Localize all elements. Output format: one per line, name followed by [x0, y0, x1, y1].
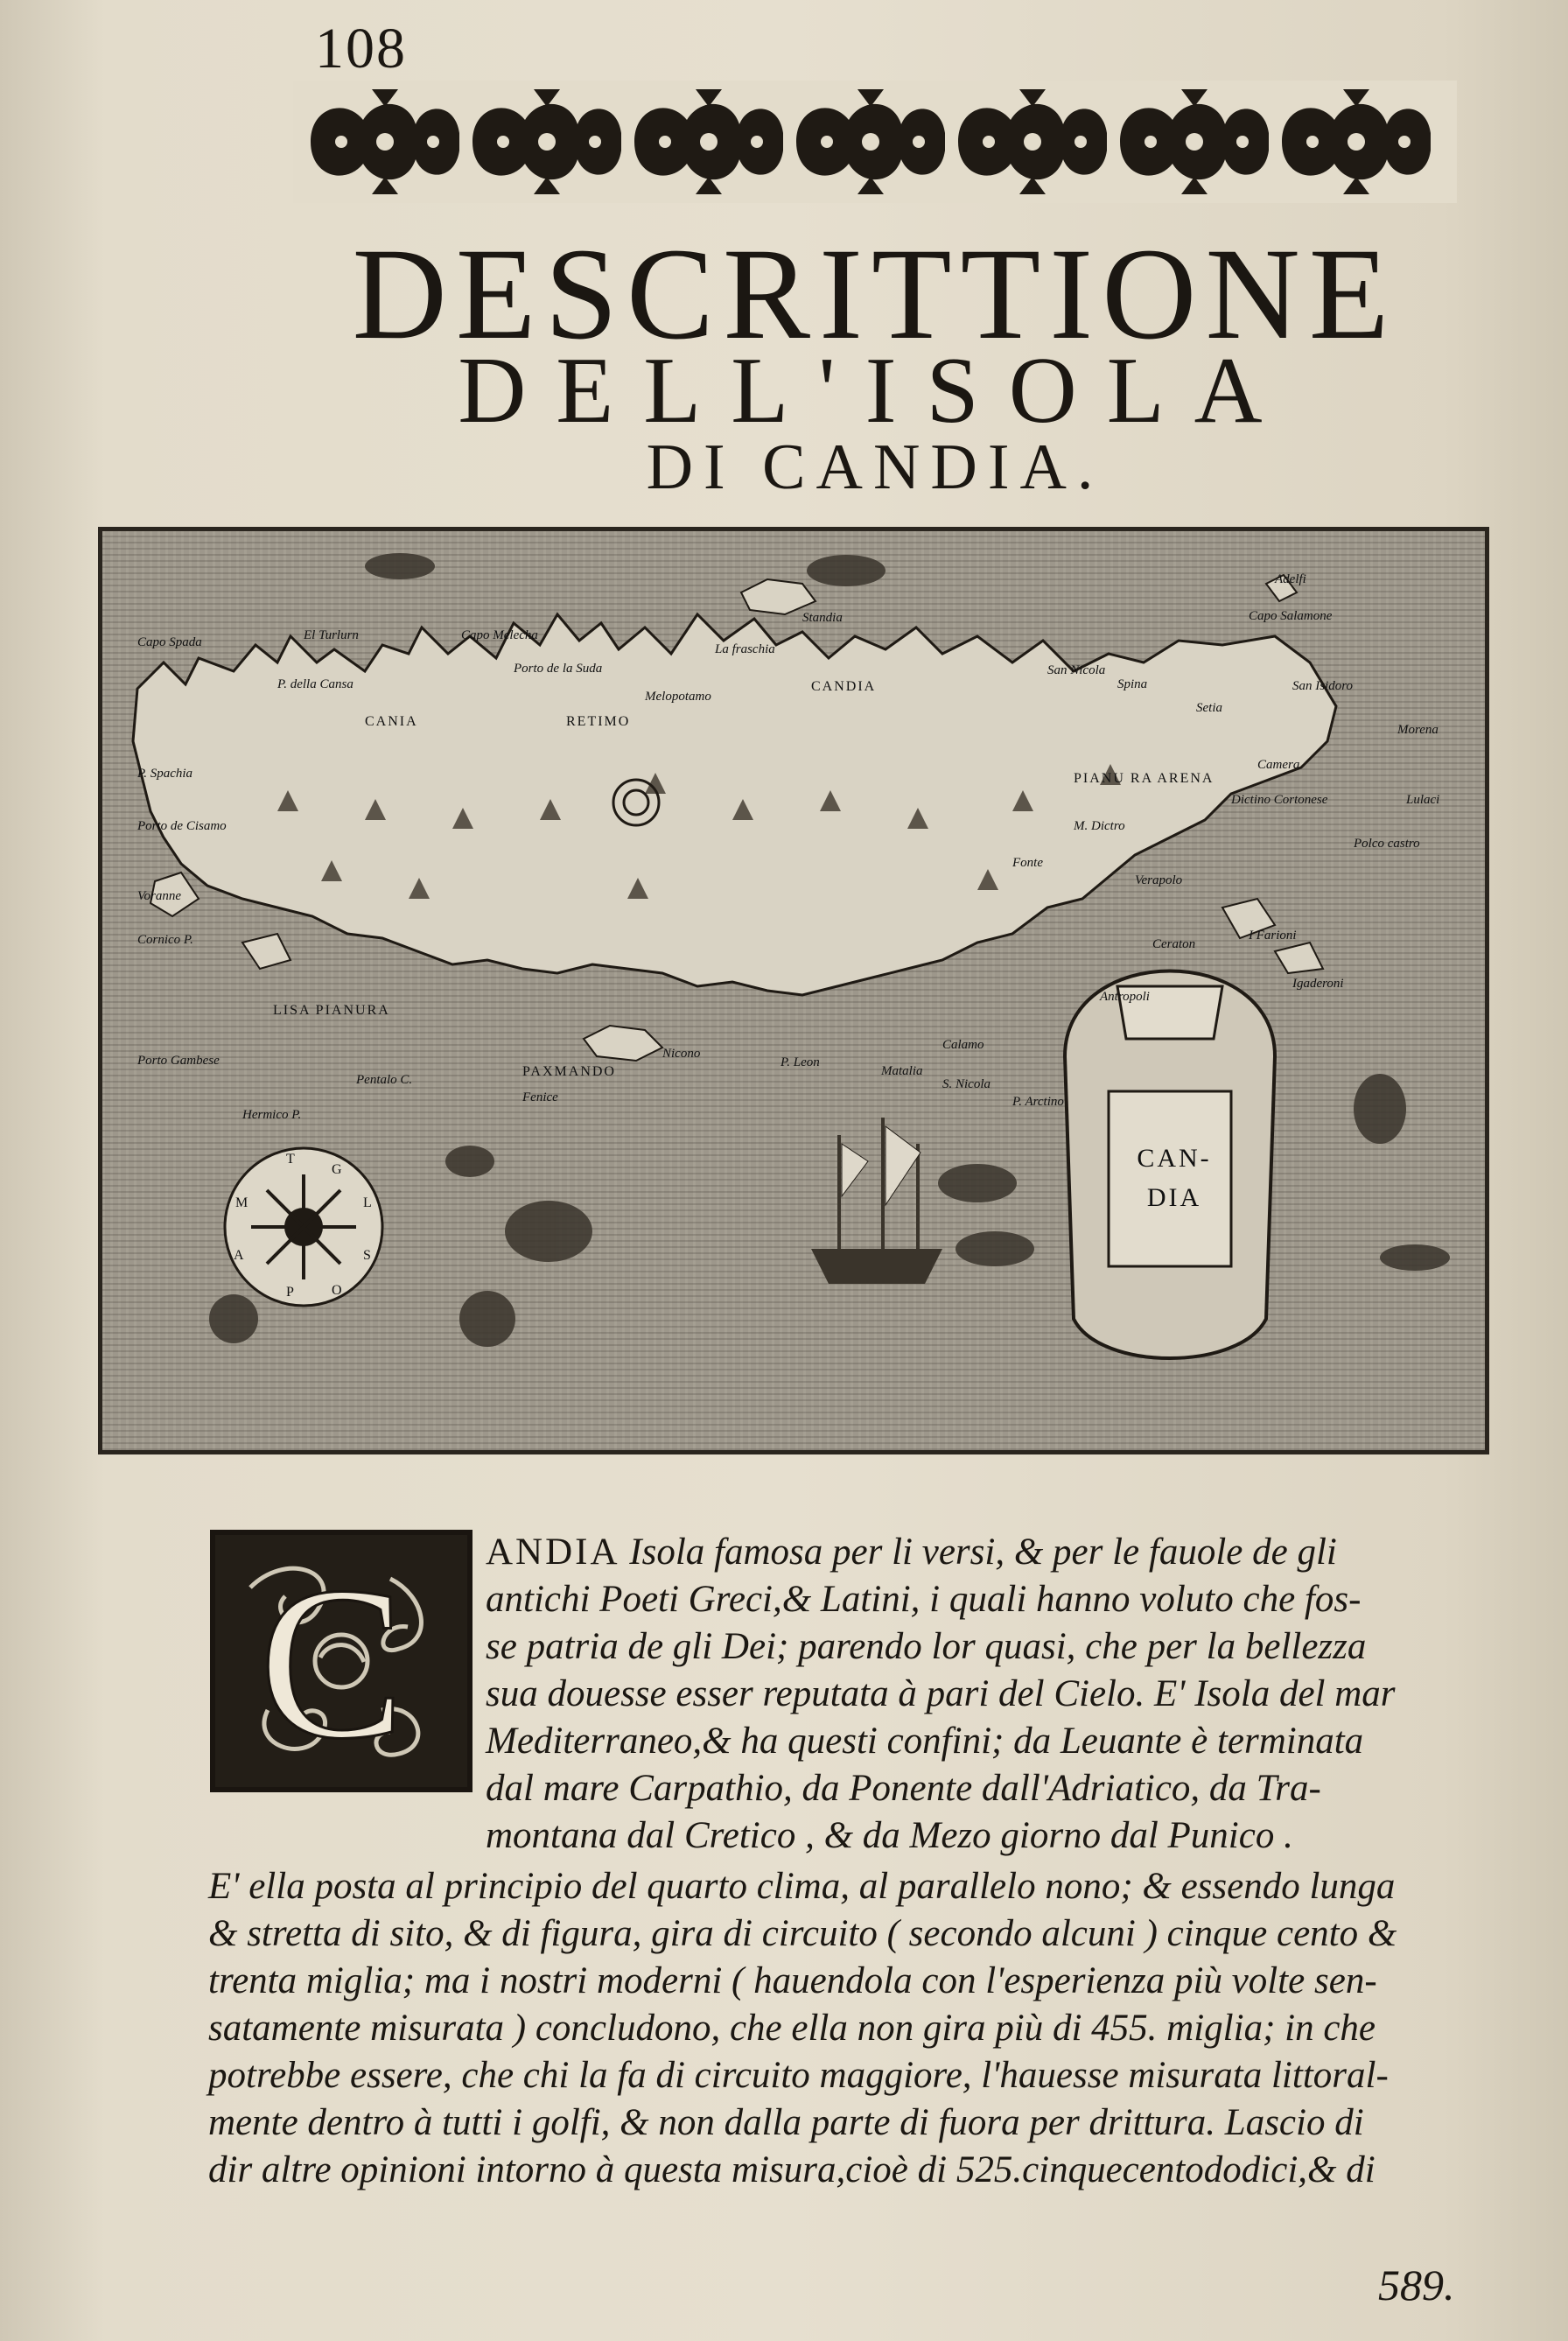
compass-letter: G: [332, 1162, 344, 1177]
place-igaderoni: Igaderoni: [1292, 977, 1344, 991]
ship-illustration: [811, 1118, 942, 1284]
place-m-dictio: M. Dictro: [1074, 819, 1125, 833]
place-adelfi: Adelfi: [1275, 572, 1306, 586]
lead-line-7: montana dal Cretico , & da Mezo giorno dal Punico .: [486, 1815, 1293, 1856]
place-capo-salamone: Capo Salamone: [1249, 609, 1333, 623]
cartouche-line-1: CAN-: [1137, 1144, 1212, 1173]
lead-line-6: dal mare Carpathio, da Ponente dall'Adriatico, da Tra-: [486, 1768, 1321, 1809]
cartouche-line-2: DIA: [1146, 1183, 1202, 1212]
place-candia-city: CANDIA: [811, 679, 877, 694]
lead-line-1: Isola famosa per li versi, & per le fauole de gli: [620, 1531, 1337, 1573]
place-capo-melecha: Capo Melecha: [461, 628, 538, 642]
place-dictino-cortonese: Dictino Cortonese: [1231, 793, 1328, 807]
map-of-candia: [98, 527, 1489, 1454]
compass-letter: T: [286, 1152, 297, 1167]
body-line-6: mente dentro à tutti i golfi, & non dalla parte di fuora per drittura. Lascio di: [208, 2102, 1364, 2143]
decorated-initial: [210, 1530, 472, 1792]
place-ceraton: Ceraton: [1152, 937, 1196, 951]
compass-letter: P: [286, 1285, 296, 1300]
place-cornico-p: Cornico P.: [137, 933, 193, 947]
place-piano-de-arena: PIANU RA ARENA: [1074, 771, 1214, 786]
compass-letter: S: [363, 1248, 373, 1263]
compass-letter: L: [363, 1195, 374, 1210]
place-fonte: Fonte: [1012, 856, 1043, 870]
place-standia: Standia: [802, 611, 843, 625]
place-p-spachia: P. Spachia: [137, 767, 193, 781]
place-lisa-pianura: LISA PIANURA: [273, 1003, 390, 1018]
text-line: [486, 1533, 1337, 1571]
initial-ornament: [215, 1535, 467, 1787]
place-spina: Spina: [1117, 677, 1148, 691]
place-matalia: Matalia: [881, 1064, 923, 1078]
place-san-isidoro: San Isidoro: [1292, 679, 1354, 693]
page-number: 108: [315, 17, 407, 81]
title-line-3: DI CANDIA.: [646, 431, 1104, 503]
island-paxmando: [584, 1026, 662, 1061]
lead-word: ANDIA: [486, 1531, 620, 1573]
place-voranne: Voranne: [137, 889, 181, 903]
place-camera: Camera: [1257, 758, 1300, 772]
place-morena: Morena: [1397, 723, 1438, 737]
place-setia: Setia: [1196, 701, 1222, 715]
place-canea: CANIA: [365, 714, 418, 729]
place-antropoli: Antropoli: [1100, 990, 1150, 1004]
place-paxmando: PAXMANDO: [522, 1064, 616, 1079]
place-melopotamo: Melopotamo: [645, 690, 711, 704]
island-igaderoni: [1275, 943, 1323, 973]
place-i-farioni: I Farioni: [1249, 929, 1297, 943]
place-san-nicola: San Nicola: [1047, 663, 1106, 677]
place-s-nicola: S. Nicola: [942, 1077, 990, 1091]
place-p-leon: P. Leon: [780, 1055, 820, 1069]
body-line-5: potrebbe essere, che chi la fa di circuito maggiore, l'hauesse misurata littoral-: [208, 2055, 1389, 2096]
compass-letter: M: [235, 1195, 250, 1210]
compass-rose: [225, 1148, 382, 1306]
place-pentalo-c: Pentalo C.: [356, 1073, 413, 1087]
compass-letter: O: [332, 1283, 344, 1298]
place-retimo: RETIMO: [566, 714, 631, 729]
place-la-fraschia: La fraschia: [715, 642, 775, 656]
island-hermico: [242, 934, 290, 969]
place-el-turlurn: El Turlurn: [304, 628, 359, 642]
compass-letter: A: [234, 1248, 246, 1263]
place-lulaci: Lulaci: [1406, 793, 1440, 807]
place-verapolo: Verapolo: [1135, 873, 1183, 887]
place-p-della-cansa: P. della Cansa: [277, 677, 354, 691]
place-p-arctino: P. Arctino: [1012, 1095, 1064, 1109]
place-porto-de-cisamo: Porto de Cisamo: [137, 819, 227, 833]
place-polco-castro: Polco castro: [1354, 837, 1420, 851]
place-capo-spada: Capo Spada: [137, 635, 202, 649]
body-line-7: dir altre opinioni intorno à questa misura,cioè di 525.cinquecentododici,& di: [208, 2149, 1376, 2190]
place-porto-gambese: Porto Gambese: [137, 1054, 220, 1068]
catchword: 589.: [1378, 2260, 1455, 2309]
island-standia: [741, 579, 816, 614]
title-line-2: DELL'ISOLA: [458, 339, 1292, 443]
lead-line-4: sua douesse esser reputata à pari del Cielo. E' Isola del mar: [486, 1673, 1396, 1714]
title-line-1: DESCRITTIONE: [352, 221, 1398, 367]
place-calamo: Calamo: [942, 1038, 984, 1052]
place-nicono: Nicono: [662, 1047, 701, 1061]
body-line-4: satamente misurata ) concludono, che ella non gira più di 455. miglia; in che: [208, 2008, 1376, 2049]
ornamental-headpiece: [293, 81, 1457, 203]
body-line-3: trenta miglia; ma i nostri moderni ( hauendola con l'esperienza più volte sen-: [208, 1960, 1377, 2001]
lead-line-2: antichi Poeti Greci,& Latini, i quali hanno voluto che fos-: [486, 1579, 1362, 1620]
map-drawing: [102, 531, 1485, 1450]
dropcap-letter: C: [259, 1542, 405, 1784]
body-line-2: & stretta di sito, & di figura, gira di circuito ( secondo alcuni ) cinque cento &: [208, 1913, 1397, 1954]
body-line-1: E' ella posta al principio del quarto clima, al parallelo nono; & essendo lunga: [208, 1866, 1396, 1907]
lead-line-3: se patria de gli Dei; parendo lor quasi, che per la bellezza: [486, 1626, 1367, 1667]
place-fenice: Fenice: [522, 1090, 558, 1104]
place-hermico-p: Hermico P.: [242, 1108, 302, 1122]
lead-line-5: Mediterraneo,& ha questi confini; da Leuante è terminata: [486, 1721, 1364, 1762]
place-porto-de-la-suda: Porto de la Suda: [514, 662, 603, 676]
